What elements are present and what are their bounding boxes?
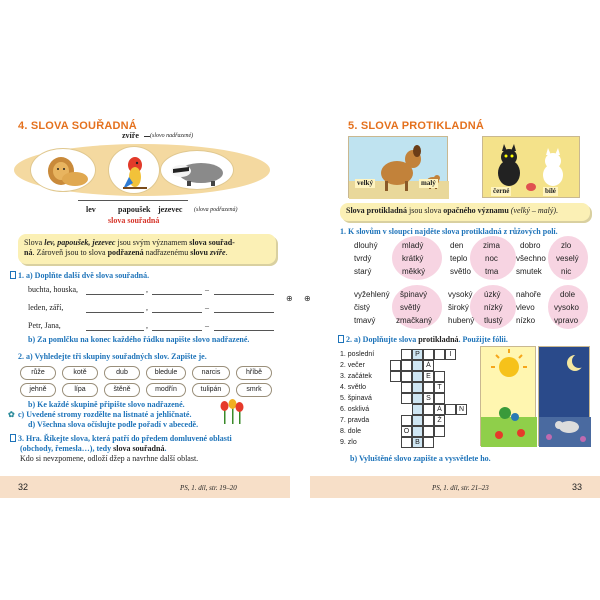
crossword-cell[interactable]: T — [434, 382, 445, 393]
cats-picture — [482, 136, 580, 198]
word-chip[interactable]: dub — [104, 366, 140, 380]
crossword-cell[interactable] — [401, 437, 412, 448]
coordinate-word-3: jezevec — [158, 205, 183, 214]
task-2d: d) Všechna slova očíslujte podle pořadí v abecedě. — [28, 420, 199, 429]
left-footer — [0, 476, 290, 498]
grid-word: nahoře — [516, 290, 541, 299]
word-chip[interactable]: modřín — [146, 383, 186, 397]
left-page — [0, 108, 290, 498]
workbook-reference: PS, 1. díl, str. 19–20 — [180, 484, 237, 492]
dogs-picture — [348, 136, 448, 198]
crossword-cell[interactable]: I — [445, 349, 456, 360]
dash: – — [205, 303, 209, 312]
task-2b: b) Ke každé skupině připište slovo nadřazené. — [28, 400, 185, 409]
tulip-picture — [216, 396, 246, 426]
blank-line[interactable] — [214, 330, 274, 331]
crossword-cell[interactable] — [401, 349, 412, 360]
crossword-clue: 7. pravda — [340, 417, 370, 424]
crossword-cell[interactable]: P — [412, 349, 423, 360]
grid-word: široký — [448, 303, 469, 312]
grid-word: veselý — [556, 254, 579, 263]
task-2c: ✿ c) Uvedené stromy rozdělte na listnaté a jehličnaté. — [8, 410, 192, 419]
word-chip[interactable]: kotě — [62, 366, 98, 380]
grid-word: vysoký — [448, 290, 473, 299]
grid-word: den — [450, 241, 464, 250]
crossword-cell[interactable] — [423, 404, 434, 415]
arrow — [144, 136, 150, 137]
grid-word: zlo — [561, 241, 572, 250]
image-label: malý — [421, 179, 436, 187]
word-chip[interactable]: jehně — [20, 383, 56, 397]
crossword-cell[interactable] — [401, 382, 412, 393]
task-3-line-2: (obchody, řemesla…), tedy slova souřadná. — [20, 444, 167, 453]
image-label: černé — [493, 187, 510, 195]
comma: , — [146, 285, 148, 294]
grid-word: všechno — [516, 254, 546, 263]
crossword-cell[interactable] — [401, 371, 412, 382]
task-1a: 1. a) Doplňte další dvě slova souřadná. — [10, 271, 149, 281]
grid-word: zmačkaný — [396, 316, 433, 325]
crossword-cell[interactable] — [445, 404, 456, 415]
crossword-cell[interactable] — [423, 415, 434, 426]
crossword-cell[interactable] — [412, 393, 423, 404]
crossword-clue: 3. začátek — [340, 373, 372, 380]
crossword-cell[interactable] — [401, 360, 412, 371]
crossword-cell[interactable] — [390, 371, 401, 382]
coordinate-word-1: lev — [86, 205, 96, 214]
crossword-cell[interactable] — [401, 393, 412, 404]
grid-word: tmavý — [354, 316, 376, 325]
definition-box — [340, 203, 590, 221]
crossword-cell[interactable] — [423, 437, 434, 448]
crossword-cell[interactable]: E — [423, 371, 434, 382]
grid-word: špinavý — [400, 290, 428, 299]
badger-picture — [160, 150, 234, 190]
comma: , — [146, 303, 148, 312]
crossword-clue: 1. poslední — [340, 351, 375, 358]
definition-text: Slova protikladná jsou slova opačného významu (velký – malý). — [346, 206, 559, 215]
page-number: 33 — [572, 482, 583, 492]
hypernym-note: (slovo nadřazené) — [150, 133, 194, 139]
task-2a: 2. a) Vyhledejte tři skupiny souřadných slov. Zapište je. — [18, 352, 207, 361]
grid-word: dole — [560, 290, 576, 299]
game-icon — [10, 434, 16, 442]
word-chip[interactable]: růže — [20, 366, 56, 380]
task-1: 1. K slovům v sloupci najděte slova protikladná z růžových polí. — [340, 227, 558, 236]
definition-line-1: Slova lev, papoušek, jezevec jsou svým významem slova souřad- — [24, 238, 235, 247]
coordinate-label: slova souřadná — [108, 216, 160, 225]
task-2a: 2. a) Doplňujte slova protikladná. Použijte fólii. — [338, 335, 508, 345]
grid-word: vlevo — [516, 303, 535, 312]
grid-word: tlustý — [484, 316, 503, 325]
blank-line[interactable] — [214, 312, 274, 313]
grid-word: teplo — [450, 254, 468, 263]
grid-word: nic — [561, 267, 572, 276]
crossword-cell[interactable] — [412, 371, 423, 382]
task-3-line-1: 3. Hra. Říkejte slova, která patří do předem domluvené oblasti — [10, 434, 232, 444]
blank-line[interactable] — [86, 330, 144, 331]
grid-word: tma — [485, 267, 499, 276]
crossword-cell[interactable]: B — [412, 437, 423, 448]
fill-row-1-text: buchta, houska, — [28, 285, 78, 294]
word-chip[interactable]: bledule — [146, 366, 186, 380]
word-chip[interactable]: narcis — [192, 366, 230, 380]
dash: – — [205, 285, 209, 294]
page-number: 32 — [18, 482, 29, 492]
right-page — [310, 108, 600, 498]
flower-icon: ✿ — [8, 410, 15, 419]
definition-line-2: ná. Zároveň jsou to slova podřazená nadřazenému slovu zvíře. — [24, 248, 228, 257]
coordinate-word-2: papoušek — [118, 205, 151, 214]
grid-word: smutek — [516, 267, 542, 276]
hypernym-word: zvíře — [122, 131, 139, 140]
crossword-cell[interactable] — [412, 382, 423, 393]
parrot-picture — [108, 146, 160, 194]
comma: , — [146, 321, 148, 330]
crossword-cell[interactable] — [434, 426, 445, 437]
crossword-cell[interactable] — [390, 360, 401, 371]
image-label: bílé — [545, 187, 556, 195]
grid-word: krátký — [402, 254, 424, 263]
blank-line[interactable] — [152, 294, 202, 295]
crossword-clue: 9. zlo — [340, 439, 357, 446]
blank-line[interactable] — [152, 312, 202, 313]
night-picture — [538, 346, 590, 446]
task-1b: b) Za pomlčku na konec každého řádku napište slovo nadřazené. — [28, 335, 250, 344]
grid-word: úzký — [484, 290, 501, 299]
grid-word: nízko — [516, 316, 536, 325]
word-chip[interactable]: štěně — [104, 383, 140, 397]
word-chip[interactable]: tulipán — [192, 383, 230, 397]
dash: – — [205, 321, 209, 330]
blank-line[interactable] — [86, 294, 144, 295]
word-chip[interactable]: lípa — [62, 383, 98, 397]
grid-word: světlý — [400, 303, 421, 312]
workbook-icon — [10, 271, 16, 279]
definition-box — [18, 234, 276, 264]
crossword-cell[interactable] — [423, 426, 434, 437]
task-3-line-3: Kdo si nevzpomene, odloží džep a navrhne další oblast. — [20, 454, 199, 463]
grid-word: nízký — [484, 303, 503, 312]
crossword-clue: 5. špinavá — [340, 395, 372, 402]
word-chip[interactable]: hříbě — [236, 366, 272, 380]
fill-row-2-text: leden, září, — [28, 303, 64, 312]
task-2b: b) Vyluštěné slovo zapište a vysvětlete ho. — [350, 454, 491, 463]
crossword-cell[interactable] — [423, 349, 434, 360]
crossword-clue: 4. světlo — [340, 384, 367, 391]
crossword-cell[interactable]: N — [456, 404, 467, 415]
crossword-cell[interactable]: O — [401, 426, 412, 437]
grid-word: vysoko — [554, 303, 579, 312]
crossword-cell[interactable] — [412, 360, 423, 371]
crossword-cell[interactable] — [401, 415, 412, 426]
grid-word: starý — [354, 267, 372, 276]
grid-word: noc — [485, 254, 498, 263]
image-label: velký — [357, 179, 373, 187]
crossword-clue: 2. večer — [340, 362, 365, 369]
fill-row-3-text: Petr, Jana, — [28, 321, 61, 330]
workbook-icon — [338, 335, 344, 343]
sun-picture — [480, 346, 536, 446]
crossword-cell[interactable]: Ž — [434, 415, 445, 426]
grid-word: vpravo — [554, 316, 579, 325]
section-heading: 4. SLOVA SOUŘADNÁ — [18, 120, 137, 132]
crossword-cell[interactable] — [412, 415, 423, 426]
grid-word: čistý — [354, 303, 370, 312]
blank-line[interactable] — [86, 312, 144, 313]
crossword-cell[interactable] — [423, 382, 434, 393]
workbook-reference: PS, 1. díl, str. 21–23 — [432, 484, 489, 492]
grid-word: zima — [483, 241, 500, 250]
crossword-cell[interactable]: Á — [434, 404, 445, 415]
grid-word: tvrdý — [354, 254, 372, 263]
registration-mark: ⊕ — [304, 294, 311, 303]
grid-word: hubený — [448, 316, 475, 325]
crossword-cell[interactable]: Á — [423, 360, 434, 371]
crossword-cell[interactable]: S — [423, 393, 434, 404]
registration-mark: ⊕ — [286, 294, 293, 303]
grid-word: měkký — [402, 267, 426, 276]
grid-word: dobro — [520, 241, 541, 250]
book-spread — [0, 108, 600, 498]
crossword-clue: 6. osklivá — [340, 406, 370, 413]
bracket-line — [78, 200, 188, 201]
blank-line[interactable] — [214, 294, 274, 295]
crossword-cell[interactable] — [412, 426, 423, 437]
crossword-clue: 8. dole — [340, 428, 362, 435]
grid-word: světlo — [450, 267, 471, 276]
blank-line[interactable] — [152, 330, 202, 331]
grid-word: mladý — [402, 241, 424, 250]
section-heading: 5. SLOVA PROTIKLADNÁ — [348, 120, 485, 132]
crossword-cell[interactable] — [434, 371, 445, 382]
crossword-cell[interactable] — [412, 404, 423, 415]
word-chip[interactable]: smrk — [236, 383, 272, 397]
crossword-cell[interactable] — [434, 393, 445, 404]
hyponym-note: (slova podřazená) — [194, 207, 238, 213]
crossword-cell[interactable] — [434, 349, 445, 360]
grid-word: vyžehlený — [354, 290, 390, 299]
lion-picture — [30, 148, 96, 192]
grid-word: dlouhý — [354, 241, 378, 250]
